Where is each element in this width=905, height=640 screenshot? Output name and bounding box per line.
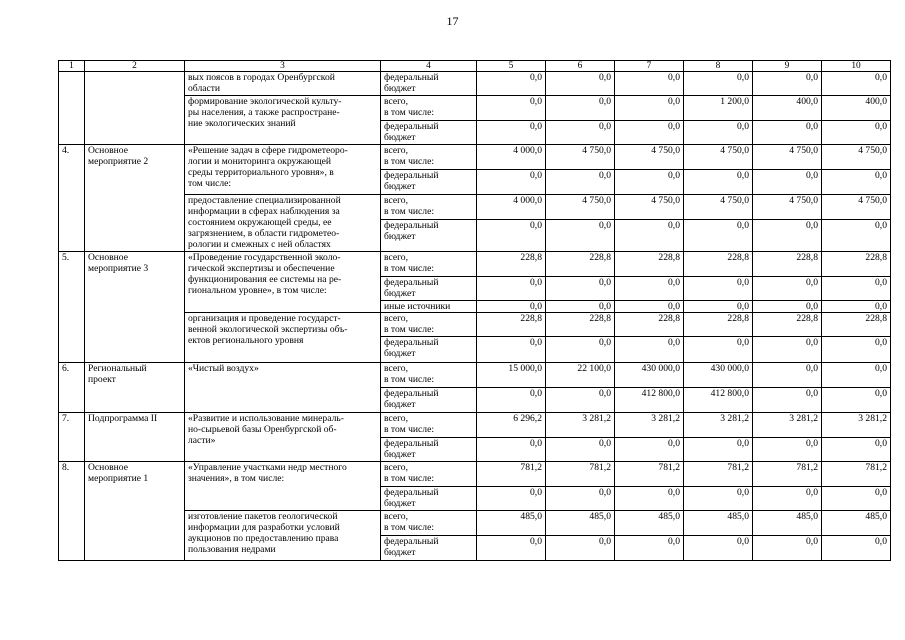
funding-source: всего, в том числе: bbox=[384, 363, 435, 385]
funding-source: федеральный бюджет bbox=[384, 72, 439, 94]
value-cell: 0,0 bbox=[753, 363, 822, 388]
value-cell: 3 281,2 bbox=[822, 413, 891, 438]
description-cell bbox=[185, 363, 381, 413]
funding-source-cell bbox=[381, 301, 477, 313]
table-row bbox=[59, 413, 891, 438]
value-cell: 0,0 bbox=[753, 121, 822, 145]
funding-source-cell bbox=[381, 363, 477, 388]
funding-source: федеральный бюджет bbox=[384, 277, 439, 299]
funding-source: всего, в том числе: bbox=[384, 511, 435, 533]
value-cell: 485,0 bbox=[684, 511, 753, 536]
value-cell: 0,0 bbox=[546, 301, 615, 313]
funding-source-cell bbox=[381, 337, 477, 363]
value-cell: 4 750,0 bbox=[822, 145, 891, 170]
row-index: 7. bbox=[62, 413, 70, 424]
funding-source: федеральный бюджет bbox=[384, 487, 439, 509]
value-cell: 0,0 bbox=[753, 438, 822, 462]
table-row bbox=[59, 72, 891, 96]
value-cell: 0,0 bbox=[684, 121, 753, 145]
value-cell: 485,0 bbox=[546, 511, 615, 536]
value-cell: 228,8 bbox=[477, 313, 546, 337]
funding-source-cell bbox=[381, 462, 477, 487]
value-cell: 0,0 bbox=[822, 438, 891, 462]
value-cell: 412 800,0 bbox=[684, 388, 753, 413]
row-index-cell bbox=[59, 252, 85, 363]
value-cell: 0,0 bbox=[546, 536, 615, 561]
funding-source-cell bbox=[381, 170, 477, 195]
table-row bbox=[59, 252, 891, 277]
row-index-cell bbox=[59, 363, 85, 413]
description: «Решение задач в сфере гидрометеоро- логии и мониторинга окружающей среды территориального уровня», в том числе: bbox=[188, 145, 348, 189]
funding-source-cell bbox=[381, 195, 477, 220]
description: изготовление пакетов геологической информации для разработки условий аукционов по предоставлению права пользования недрами bbox=[188, 511, 340, 555]
event-type-cell bbox=[85, 145, 185, 252]
value-cell: 0,0 bbox=[477, 301, 546, 313]
description-cell bbox=[185, 511, 381, 561]
funding-source: всего, в том числе: bbox=[384, 252, 435, 274]
description-cell bbox=[185, 313, 381, 363]
value-cell: 0,0 bbox=[546, 487, 615, 511]
event-type: Региональный проект bbox=[88, 363, 147, 385]
value-cell: 0,0 bbox=[546, 121, 615, 145]
column-number: 7 bbox=[615, 61, 684, 72]
event-type: Основное мероприятие 3 bbox=[88, 252, 149, 274]
event-type-cell bbox=[85, 252, 185, 363]
value-cell: 4 000,0 bbox=[477, 145, 546, 170]
value-cell: 0,0 bbox=[477, 220, 546, 252]
value-cell: 1 200,0 bbox=[684, 96, 753, 121]
value-cell: 228,8 bbox=[684, 252, 753, 277]
column-number: 9 bbox=[753, 61, 822, 72]
value-cell: 781,2 bbox=[684, 462, 753, 487]
value-cell: 0,0 bbox=[822, 170, 891, 195]
value-cell: 0,0 bbox=[822, 72, 891, 96]
value-cell: 0,0 bbox=[822, 388, 891, 413]
value-cell: 228,8 bbox=[822, 313, 891, 337]
value-cell: 0,0 bbox=[684, 277, 753, 301]
value-cell: 0,0 bbox=[822, 301, 891, 313]
table-row bbox=[59, 462, 891, 487]
value-cell: 0,0 bbox=[753, 487, 822, 511]
row-index-cell bbox=[59, 145, 85, 252]
column-number: 5 bbox=[477, 61, 546, 72]
column-number: 6 bbox=[546, 61, 615, 72]
value-cell: 0,0 bbox=[684, 536, 753, 561]
funding-source: федеральный бюджет bbox=[384, 170, 439, 192]
value-cell: 0,0 bbox=[546, 388, 615, 413]
value-cell: 400,0 bbox=[753, 96, 822, 121]
value-cell: 0,0 bbox=[822, 277, 891, 301]
funding-source-cell bbox=[381, 277, 477, 301]
value-cell: 0,0 bbox=[615, 438, 684, 462]
value-cell: 0,0 bbox=[684, 337, 753, 363]
funding-source: всего, в том числе: bbox=[384, 413, 435, 435]
value-cell: 0,0 bbox=[477, 487, 546, 511]
value-cell: 0,0 bbox=[684, 438, 753, 462]
value-cell: 0,0 bbox=[822, 337, 891, 363]
value-cell: 430 000,0 bbox=[684, 363, 753, 388]
funding-source-cell bbox=[381, 511, 477, 536]
value-cell: 228,8 bbox=[753, 252, 822, 277]
row-index: 5. bbox=[62, 252, 70, 263]
value-cell: 0,0 bbox=[615, 220, 684, 252]
value-cell: 0,0 bbox=[753, 220, 822, 252]
description: вых поясов в городах Оренбургской области bbox=[188, 72, 335, 94]
funding-source-cell bbox=[381, 145, 477, 170]
value-cell: 22 100,0 bbox=[546, 363, 615, 388]
value-cell: 0,0 bbox=[546, 72, 615, 96]
value-cell: 781,2 bbox=[822, 462, 891, 487]
value-cell: 0,0 bbox=[753, 337, 822, 363]
value-cell: 4 750,0 bbox=[546, 145, 615, 170]
value-cell: 0,0 bbox=[615, 72, 684, 96]
value-cell: 4 000,0 bbox=[477, 195, 546, 220]
value-cell: 0,0 bbox=[477, 96, 546, 121]
value-cell: 0,0 bbox=[753, 536, 822, 561]
value-cell: 0,0 bbox=[546, 337, 615, 363]
event-type-cell bbox=[85, 363, 185, 413]
value-cell: 228,8 bbox=[546, 252, 615, 277]
funding-source-cell bbox=[381, 96, 477, 121]
row-index: 6. bbox=[62, 363, 70, 374]
value-cell: 485,0 bbox=[822, 511, 891, 536]
funding-source-cell bbox=[381, 438, 477, 462]
funding-source-cell bbox=[381, 220, 477, 252]
description-cell bbox=[185, 462, 381, 511]
value-cell: 0,0 bbox=[477, 438, 546, 462]
value-cell: 0,0 bbox=[546, 170, 615, 195]
funding-source: всего, в том числе: bbox=[384, 195, 435, 217]
value-cell: 0,0 bbox=[753, 388, 822, 413]
value-cell: 430 000,0 bbox=[615, 363, 684, 388]
value-cell: 4 750,0 bbox=[615, 195, 684, 220]
value-cell: 0,0 bbox=[477, 277, 546, 301]
value-cell: 0,0 bbox=[753, 277, 822, 301]
description: «Чистый воздух» bbox=[188, 363, 259, 374]
value-cell: 0,0 bbox=[822, 536, 891, 561]
value-cell: 3 281,2 bbox=[546, 413, 615, 438]
value-cell: 0,0 bbox=[615, 536, 684, 561]
value-cell: 485,0 bbox=[615, 511, 684, 536]
description: формирование экологической культу- ры населения, а также распростране- ние экологических знаний bbox=[188, 96, 342, 129]
value-cell: 0,0 bbox=[615, 121, 684, 145]
row-index-cell bbox=[59, 413, 85, 462]
value-cell: 4 750,0 bbox=[684, 145, 753, 170]
funding-source: федеральный бюджет bbox=[384, 337, 439, 359]
value-cell: 228,8 bbox=[684, 313, 753, 337]
value-cell: 0,0 bbox=[684, 72, 753, 96]
value-cell: 228,8 bbox=[477, 252, 546, 277]
value-cell: 228,8 bbox=[822, 252, 891, 277]
value-cell: 0,0 bbox=[753, 170, 822, 195]
value-cell: 0,0 bbox=[822, 121, 891, 145]
value-cell: 0,0 bbox=[546, 96, 615, 121]
value-cell: 0,0 bbox=[477, 170, 546, 195]
funding-source: всего, в том числе: bbox=[384, 96, 435, 118]
event-type: Основное мероприятие 1 bbox=[88, 462, 149, 484]
event-type-cell bbox=[85, 413, 185, 462]
event-type: Основное мероприятие 2 bbox=[88, 145, 149, 167]
value-cell: 3 281,2 bbox=[684, 413, 753, 438]
funding-source-cell bbox=[381, 487, 477, 511]
value-cell: 0,0 bbox=[822, 487, 891, 511]
column-number: 10 bbox=[822, 61, 891, 72]
page-number: 17 bbox=[446, 14, 459, 28]
column-number: 4 bbox=[381, 61, 477, 72]
column-number: 2 bbox=[85, 61, 185, 72]
description: организация и проведение государст- венной экологической экспертизы объ- ектов регионального уровня bbox=[188, 313, 348, 346]
event-type-cell bbox=[85, 72, 185, 145]
value-cell: 0,0 bbox=[615, 277, 684, 301]
funding-source: федеральный бюджет bbox=[384, 438, 439, 460]
value-cell: 0,0 bbox=[615, 170, 684, 195]
event-type: Подпрограмма II bbox=[88, 413, 158, 424]
value-cell: 0,0 bbox=[753, 72, 822, 96]
value-cell: 6 296,2 bbox=[477, 413, 546, 438]
funding-source-cell bbox=[381, 121, 477, 145]
value-cell: 0,0 bbox=[477, 72, 546, 96]
value-cell: 228,8 bbox=[546, 313, 615, 337]
value-cell: 0,0 bbox=[477, 536, 546, 561]
value-cell: 412 800,0 bbox=[615, 388, 684, 413]
table-row bbox=[59, 145, 891, 170]
value-cell: 0,0 bbox=[822, 220, 891, 252]
value-cell: 0,0 bbox=[684, 220, 753, 252]
funding-source: федеральный бюджет bbox=[384, 388, 439, 410]
value-cell: 0,0 bbox=[546, 277, 615, 301]
event-type-cell bbox=[85, 462, 185, 561]
funding-source-cell bbox=[381, 313, 477, 337]
column-number: 8 bbox=[684, 61, 753, 72]
value-cell: 0,0 bbox=[753, 301, 822, 313]
description: «Управление участками недр местного значения», в том числе: bbox=[188, 462, 347, 484]
description-cell bbox=[185, 145, 381, 195]
value-cell: 3 281,2 bbox=[615, 413, 684, 438]
funding-source: всего, в том числе: bbox=[384, 462, 435, 484]
funding-source-cell bbox=[381, 388, 477, 413]
row-index-cell bbox=[59, 72, 85, 145]
value-cell: 781,2 bbox=[477, 462, 546, 487]
description-cell bbox=[185, 195, 381, 252]
value-cell: 228,8 bbox=[753, 313, 822, 337]
row-index-cell bbox=[59, 462, 85, 561]
funding-source-cell bbox=[381, 252, 477, 277]
value-cell: 228,8 bbox=[615, 252, 684, 277]
funding-source-cell bbox=[381, 536, 477, 561]
column-number-row bbox=[59, 61, 891, 72]
funding-source: федеральный бюджет bbox=[384, 121, 439, 143]
description-cell bbox=[185, 413, 381, 462]
description-cell bbox=[185, 72, 381, 96]
funding-source-cell bbox=[381, 413, 477, 438]
value-cell: 0,0 bbox=[615, 337, 684, 363]
value-cell: 3 281,2 bbox=[753, 413, 822, 438]
value-cell: 4 750,0 bbox=[615, 145, 684, 170]
funding-source: федеральный бюджет bbox=[384, 220, 439, 242]
value-cell: 4 750,0 bbox=[822, 195, 891, 220]
description-cell bbox=[185, 96, 381, 145]
value-cell: 0,0 bbox=[615, 96, 684, 121]
funding-source: всего, в том числе: bbox=[384, 145, 435, 167]
row-index: 8. bbox=[62, 462, 70, 473]
value-cell: 4 750,0 bbox=[546, 195, 615, 220]
funding-source: иные источники bbox=[384, 301, 451, 312]
table-row bbox=[59, 363, 891, 388]
value-cell: 0,0 bbox=[477, 388, 546, 413]
value-cell: 781,2 bbox=[753, 462, 822, 487]
value-cell: 4 750,0 bbox=[684, 195, 753, 220]
funding-source-cell bbox=[381, 72, 477, 96]
value-cell: 0,0 bbox=[615, 487, 684, 511]
value-cell: 4 750,0 bbox=[753, 195, 822, 220]
description: «Проведение государственной эколо- гической экспертизы и обеспечение функционирования ее системы на ре- гиональном уровне», в том числе: bbox=[188, 252, 342, 296]
row-index: 4. bbox=[62, 145, 70, 156]
value-cell: 485,0 bbox=[753, 511, 822, 536]
value-cell: 0,0 bbox=[546, 220, 615, 252]
budget-table bbox=[58, 60, 891, 561]
value-cell: 228,8 bbox=[615, 313, 684, 337]
value-cell: 15 000,0 bbox=[477, 363, 546, 388]
value-cell: 400,0 bbox=[822, 96, 891, 121]
value-cell: 0,0 bbox=[684, 301, 753, 313]
value-cell: 781,2 bbox=[615, 462, 684, 487]
value-cell: 0,0 bbox=[684, 170, 753, 195]
value-cell: 485,0 bbox=[477, 511, 546, 536]
description-cell bbox=[185, 252, 381, 313]
value-cell: 0,0 bbox=[684, 487, 753, 511]
description: предоставление специализированной информации в сферах наблюдения за состоянием окружающей среды, ее загрязнением, в области гидрометео- рологии и смежных с ней областях bbox=[188, 195, 341, 250]
value-cell: 0,0 bbox=[615, 301, 684, 313]
value-cell: 4 750,0 bbox=[753, 145, 822, 170]
column-number: 3 bbox=[185, 61, 381, 72]
funding-source: федеральный бюджет bbox=[384, 536, 439, 558]
funding-source: всего, в том числе: bbox=[384, 313, 435, 335]
value-cell: 0,0 bbox=[822, 363, 891, 388]
column-number: 1 bbox=[59, 61, 85, 72]
value-cell: 0,0 bbox=[477, 337, 546, 363]
value-cell: 0,0 bbox=[546, 438, 615, 462]
description: «Развитие и использование минераль- но-сырьевой базы Оренбургской об- ласти» bbox=[188, 413, 344, 446]
value-cell: 0,0 bbox=[477, 121, 546, 145]
value-cell: 781,2 bbox=[546, 462, 615, 487]
